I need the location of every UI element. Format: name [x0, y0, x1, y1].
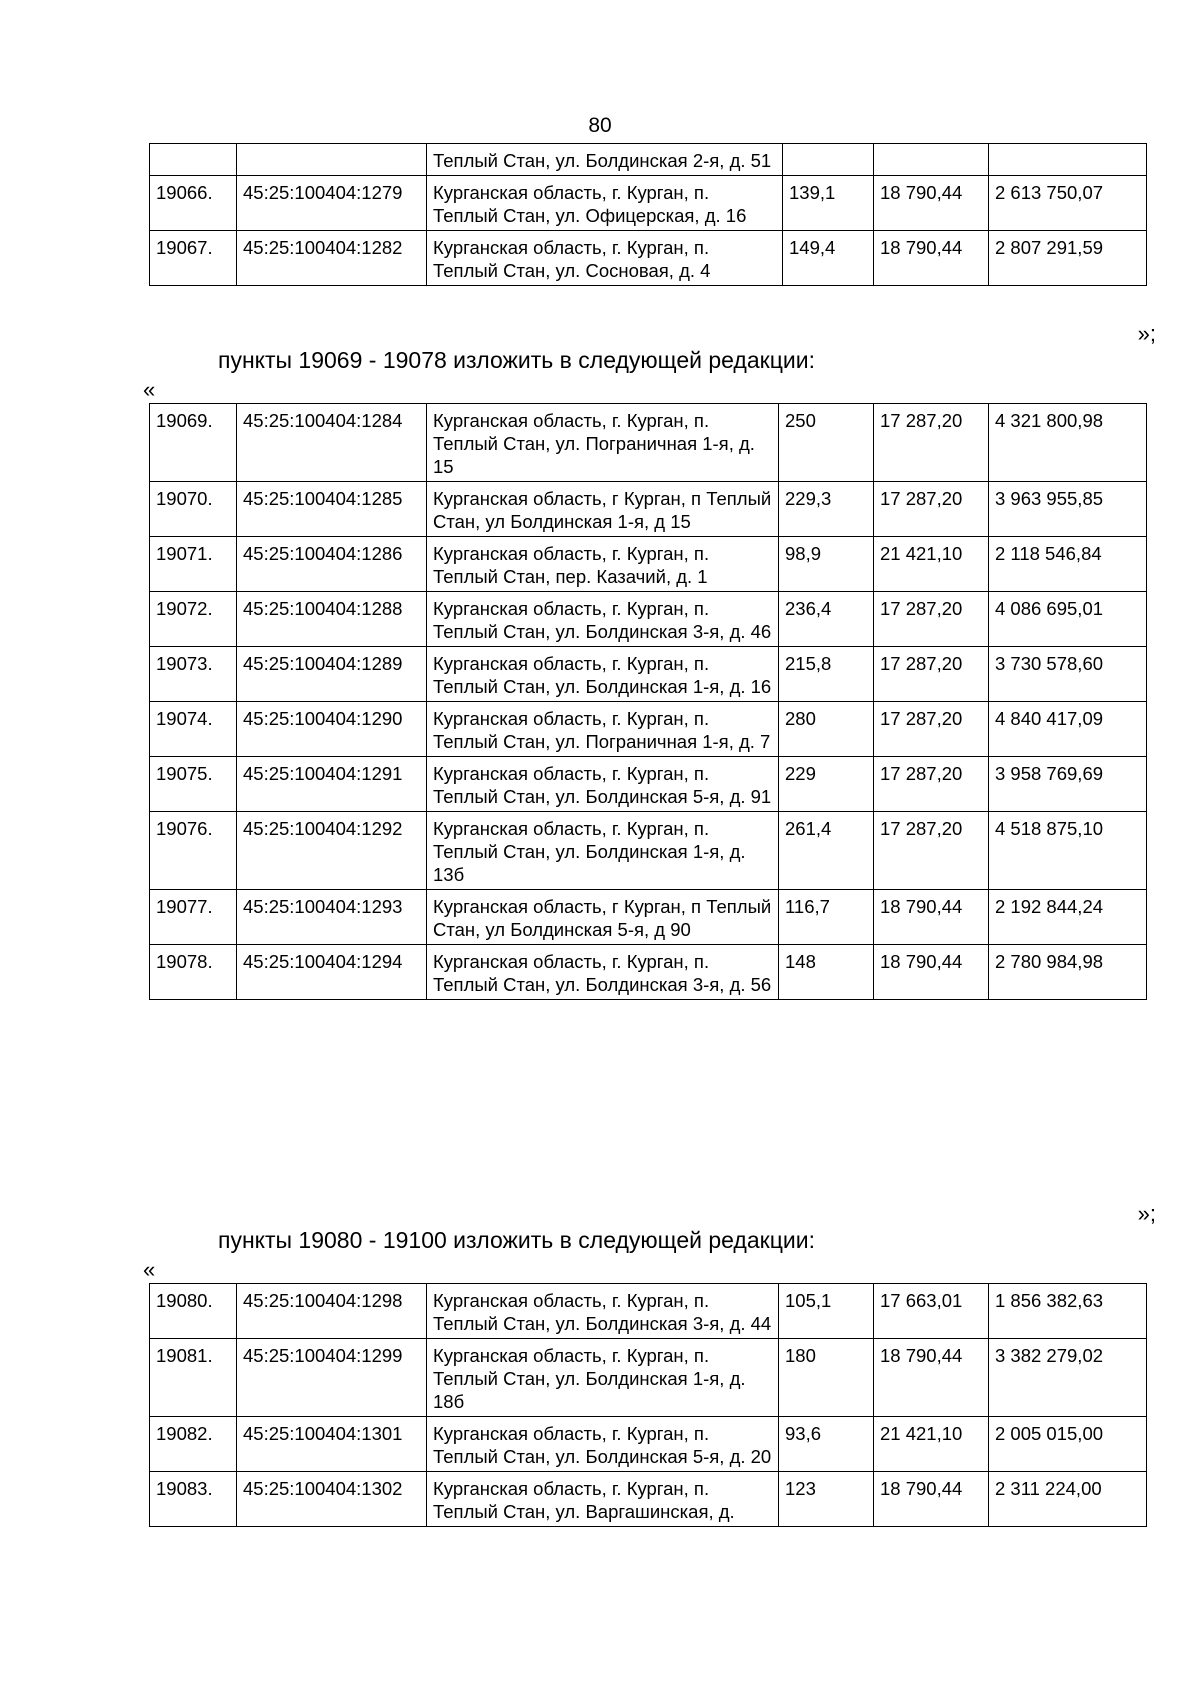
cell-item-number: 19080. [150, 1284, 237, 1339]
cell-cadastral-number: 45:25:100404:1284 [237, 404, 427, 482]
amendment-instruction: пункты 19080 - 19100 изложить в следующей редакции: [218, 1227, 815, 1253]
cell-address: Курганская область, г. Курган, п. Теплый Стан, ул. Болдинская 3-я, д. 44 [427, 1284, 779, 1339]
cell-unit-value: 18 790,44 [874, 176, 989, 231]
cell-cadastral-value: 4 518 875,10 [989, 812, 1147, 890]
cell-item-number: 19069. [150, 404, 237, 482]
cell-address: Курганская область, г. Курган, п. Теплый Стан, ул. Болдинская 5-я, д. 20 [427, 1417, 779, 1472]
cell-area: 93,6 [779, 1417, 874, 1472]
cell-cadastral-value: 4 840 417,09 [989, 702, 1147, 757]
cell-area: 149,4 [783, 231, 874, 286]
table-row [150, 945, 1147, 1000]
cell-area: 280 [779, 702, 874, 757]
cell-cadastral-value: 2 613 750,07 [989, 176, 1147, 231]
cell-unit-value [874, 144, 989, 176]
cell-unit-value: 17 287,20 [874, 757, 989, 812]
table-row [150, 890, 1147, 945]
cell-cadastral-value: 3 963 955,85 [989, 482, 1147, 537]
cell-cadastral-number: 45:25:100404:1288 [237, 592, 427, 647]
table-row [150, 812, 1147, 890]
cell-cadastral-number: 45:25:100404:1294 [237, 945, 427, 1000]
cell-area: 148 [779, 945, 874, 1000]
cell-area [783, 144, 874, 176]
property-table-continued [149, 143, 1147, 286]
cell-unit-value: 17 663,01 [874, 1284, 989, 1339]
property-table-19080-19100 [149, 1283, 1147, 1527]
cell-unit-value: 18 790,44 [874, 1339, 989, 1417]
cell-unit-value: 17 287,20 [874, 647, 989, 702]
cell-area: 229 [779, 757, 874, 812]
cell-cadastral-number: 45:25:100404:1286 [237, 537, 427, 592]
cell-cadastral-value: 3 958 769,69 [989, 757, 1147, 812]
table-row [150, 647, 1147, 702]
cell-cadastral-number: 45:25:100404:1289 [237, 647, 427, 702]
cell-unit-value: 17 287,20 [874, 404, 989, 482]
cell-item-number: 19073. [150, 647, 237, 702]
cell-address: Курганская область, г. Курган, п. Теплый Стан, ул. Болдинская 3-я, д. 46 [427, 592, 779, 647]
table-row [150, 231, 1147, 286]
cell-unit-value: 18 790,44 [874, 890, 989, 945]
cell-address: Курганская область, г Курган, п Теплый Стан, ул Болдинская 1-я, д 15 [427, 482, 779, 537]
cell-cadastral-number: 45:25:100404:1302 [237, 1472, 427, 1527]
closing-quote: »; [1137, 321, 1156, 346]
table-row [150, 757, 1147, 812]
cell-cadastral-number: 45:25:100404:1290 [237, 702, 427, 757]
cell-cadastral-number: 45:25:100404:1299 [237, 1339, 427, 1417]
cell-item-number: 19075. [150, 757, 237, 812]
cell-address: Курганская область, г. Курган, п. Теплый Стан, ул. Болдинская 5-я, д. 91 [427, 757, 779, 812]
cell-cadastral-value: 2 311 224,00 [989, 1472, 1147, 1527]
cell-cadastral-value: 2 192 844,24 [989, 890, 1147, 945]
cell-item-number: 19066. [150, 176, 237, 231]
cell-item-number: 19078. [150, 945, 237, 1000]
table-row [150, 702, 1147, 757]
page-number: 80 [588, 114, 612, 137]
cell-unit-value: 17 287,20 [874, 702, 989, 757]
cell-address: Курганская область, г. Курган, п. Теплый Стан, ул. Болдинская 1-я, д. 16 [427, 647, 779, 702]
table-row [150, 1472, 1147, 1527]
cell-item-number: 19083. [150, 1472, 237, 1527]
opening-quote: « [143, 377, 156, 402]
cell-area: 139,1 [783, 176, 874, 231]
table-body [150, 1284, 1147, 1527]
cell-area: 123 [779, 1472, 874, 1527]
cell-unit-value: 21 421,10 [874, 1417, 989, 1472]
amendment-instruction: пункты 19069 - 19078 изложить в следующей редакции: [218, 347, 815, 373]
cell-area: 98,9 [779, 537, 874, 592]
cell-address: Курганская область, г. Курган, п. Теплый Стан, ул. Пограничная 1-я, д. 7 [427, 702, 779, 757]
cell-cadastral-number: 45:25:100404:1282 [237, 231, 427, 286]
cell-cadastral-value: 2 118 546,84 [989, 537, 1147, 592]
cell-cadastral-number: 45:25:100404:1279 [237, 176, 427, 231]
table-body [150, 404, 1147, 1000]
table-row [150, 1284, 1147, 1339]
cell-address: Курганская область, г. Курган, п. Теплый Стан, пер. Казачий, д. 1 [427, 537, 779, 592]
cell-unit-value: 18 790,44 [874, 1472, 989, 1527]
cell-unit-value: 21 421,10 [874, 537, 989, 592]
cell-cadastral-value: 2 807 291,59 [989, 231, 1147, 286]
cell-unit-value: 18 790,44 [874, 945, 989, 1000]
cell-area: 180 [779, 1339, 874, 1417]
cell-unit-value: 17 287,20 [874, 592, 989, 647]
cell-cadastral-value: 1 856 382,63 [989, 1284, 1147, 1339]
cell-item-number: 19081. [150, 1339, 237, 1417]
closing-quote: »; [1137, 1201, 1156, 1226]
cell-cadastral-number: 45:25:100404:1291 [237, 757, 427, 812]
table-row [150, 592, 1147, 647]
table-row [150, 537, 1147, 592]
cell-cadastral-value: 4 321 800,98 [989, 404, 1147, 482]
cell-cadastral-value: 2 005 015,00 [989, 1417, 1147, 1472]
cell-cadastral-number: 45:25:100404:1285 [237, 482, 427, 537]
cell-address: Курганская область, г. Курган, п. Теплый Стан, ул. Офицерская, д. 16 [427, 176, 783, 231]
cell-cadastral-number: 45:25:100404:1301 [237, 1417, 427, 1472]
table-row [150, 144, 1147, 176]
table-row [150, 176, 1147, 231]
cell-cadastral-number [237, 144, 427, 176]
cell-cadastral-value [989, 144, 1147, 176]
table-body [150, 144, 1147, 286]
cell-area: 261,4 [779, 812, 874, 890]
cell-cadastral-value: 3 382 279,02 [989, 1339, 1147, 1417]
cell-unit-value: 17 287,20 [874, 812, 989, 890]
cell-area: 250 [779, 404, 874, 482]
cell-address: Теплый Стан, ул. Болдинская 2-я, д. 51 [427, 144, 783, 176]
cell-cadastral-value: 4 086 695,01 [989, 592, 1147, 647]
cell-cadastral-number: 45:25:100404:1292 [237, 812, 427, 890]
table-row [150, 404, 1147, 482]
cell-cadastral-value: 3 730 578,60 [989, 647, 1147, 702]
cell-area: 236,4 [779, 592, 874, 647]
cell-item-number: 19074. [150, 702, 237, 757]
cell-address: Курганская область, г Курган, п Теплый Стан, ул Болдинская 5-я, д 90 [427, 890, 779, 945]
cell-address: Курганская область, г. Курган, п. Теплый Стан, ул. Болдинская 1-я, д. 18б [427, 1339, 779, 1417]
cell-item-number: 19082. [150, 1417, 237, 1472]
cell-item-number: 19070. [150, 482, 237, 537]
cell-cadastral-number: 45:25:100404:1293 [237, 890, 427, 945]
cell-unit-value: 17 287,20 [874, 482, 989, 537]
cell-address: Курганская область, г. Курган, п. Теплый Стан, ул. Варгашинская, д. [427, 1472, 779, 1527]
table-row [150, 1417, 1147, 1472]
cell-address: Курганская область, г. Курган, п. Теплый Стан, ул. Болдинская 3-я, д. 56 [427, 945, 779, 1000]
cell-area: 116,7 [779, 890, 874, 945]
cell-area: 105,1 [779, 1284, 874, 1339]
table-row [150, 482, 1147, 537]
cell-item-number: 19076. [150, 812, 237, 890]
cell-item-number: 19067. [150, 231, 237, 286]
cell-address: Курганская область, г. Курган, п. Теплый Стан, ул. Сосновая, д. 4 [427, 231, 783, 286]
property-table-19069-19078 [149, 403, 1147, 1000]
opening-quote: « [143, 1257, 156, 1282]
cell-item-number [150, 144, 237, 176]
cell-address: Курганская область, г. Курган, п. Теплый Стан, ул. Болдинская 1-я, д. 13б [427, 812, 779, 890]
cell-address: Курганская область, г. Курган, п. Теплый Стан, ул. Пограничная 1-я, д. 15 [427, 404, 779, 482]
cell-unit-value: 18 790,44 [874, 231, 989, 286]
cell-area: 229,3 [779, 482, 874, 537]
table-row [150, 1339, 1147, 1417]
cell-item-number: 19077. [150, 890, 237, 945]
cell-item-number: 19072. [150, 592, 237, 647]
cell-item-number: 19071. [150, 537, 237, 592]
cell-area: 215,8 [779, 647, 874, 702]
cell-cadastral-number: 45:25:100404:1298 [237, 1284, 427, 1339]
cell-cadastral-value: 2 780 984,98 [989, 945, 1147, 1000]
